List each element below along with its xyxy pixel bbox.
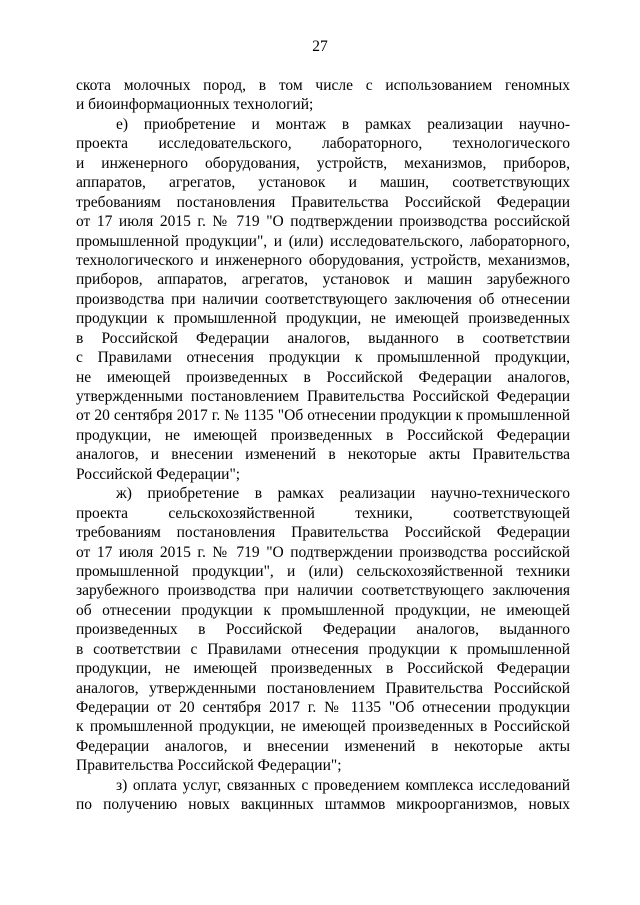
text-line: требованиям постановления Правительства Российской Федерации (76, 524, 570, 542)
text-line: скота молочных пород, в том числе с использованием геномных (76, 77, 570, 94)
text-line: е) приобретение и монтаж в рамках реализации научно- (116, 115, 570, 133)
text-line: технологического и инженерного оборудования, устройств, механизмов, (76, 251, 570, 269)
document-body (76, 76, 570, 815)
text-line: аналогов, утвержденными постановлением Правительства Российской (76, 679, 570, 697)
text-line: з) оплата услуг, связанных с проведением комплекса исследований (116, 776, 570, 794)
text-line: по получению новых вакцинных штаммов микроорганизмов, новых (76, 796, 570, 814)
text-line: продукции, не имеющей произведенных в Российской Федерации (76, 426, 570, 444)
text-line: продукции, не имеющей произведенных в Российской Федерации (76, 660, 570, 678)
text-line: в Российской Федерации аналогов, выданного в соответствии (76, 329, 570, 347)
text-line: от 17 июля 2015 г. № 719 "О подтверждении производства российской (76, 213, 570, 231)
text-line: с Правилами отнесения продукции к промышленной продукции, (76, 349, 570, 367)
text-line: продукции к промышленной продукции, не имеющей произведенных (76, 310, 570, 328)
text-line: промышленной продукции", и (или) сельскохозяйственной техники (76, 562, 570, 580)
text-line: зарубежного производства при наличии соответствующего заключения (76, 582, 570, 600)
text-line: Федерации аналогов, и внесении изменений в некоторые акты (76, 737, 570, 755)
text-line: аналогов, и внесении изменений в некоторые акты Правительства (76, 446, 570, 464)
text-line: и биоинформационных технологий; (76, 96, 314, 114)
text-line: к промышленной продукции, не имеющей произведенных в Российской (76, 718, 570, 736)
text-line: проекта исследовательского, лабораторного, технологического (76, 135, 570, 153)
text-line: произведенных в Российской Федерации аналогов, выданного (76, 621, 570, 639)
text-line: и инженерного оборудования, устройств, механизмов, приборов, (76, 154, 570, 172)
paragraph (76, 76, 570, 115)
page-number: 27 (312, 38, 328, 55)
paragraph (76, 776, 570, 815)
text-line: проекта сельскохозяйственной техники, соответствующей (76, 504, 570, 522)
text-line: Федерации от 20 сентября 2017 г. № 1135 "Об отнесении продукции (76, 699, 570, 716)
text-line: ж) приобретение в рамках реализации научно-технического (116, 485, 570, 503)
text-line: от 17 июля 2015 г. № 719 "О подтверждении производства российской (76, 543, 570, 561)
text-line: утвержденными постановлением Правительства Российской Федерации (76, 388, 570, 405)
text-line: Российской Федерации"; (76, 465, 241, 483)
paragraph (76, 484, 570, 776)
text-line: аппаратов, агрегатов, установок и машин, соответствующих (76, 174, 570, 192)
text-line: приборов, аппаратов, агрегатов, установок и машин зарубежного (76, 271, 570, 289)
text-line: производства при наличии соответствующего заключения об отнесении (76, 290, 570, 308)
text-line: Правительства Российской Федерации"; (76, 757, 342, 775)
text-line: не имеющей произведенных в Российской Федерации аналогов, (76, 368, 570, 386)
text-line: промышленной продукции", и (или) исследовательского, лабораторного, (76, 232, 570, 250)
text-line: об отнесении продукции к промышленной продукции, не имеющей (76, 601, 570, 619)
text-line: от 20 сентября 2017 г. № 1135 "Об отнесении продукции к промышленной (76, 407, 570, 425)
paragraph (76, 115, 570, 484)
text-line: в соответствии с Правилами отнесения продукции к промышленной (76, 640, 570, 658)
text-line: требованиям постановления Правительства Российской Федерации (76, 193, 570, 211)
